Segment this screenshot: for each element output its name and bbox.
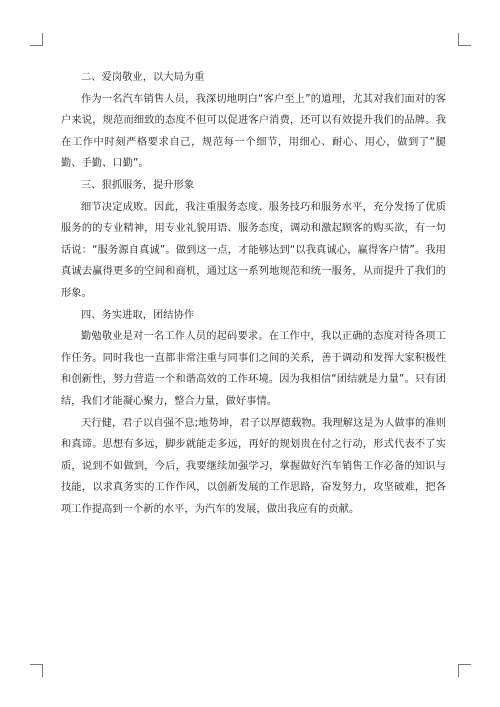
- crop-mark-bottom-right: [458, 664, 471, 677]
- body-paragraph: 勤勉敬业是对一名工作人员的起码要求。在工作中，我以正确的态度对待各项工作任务。同时我也一直都非常注重与同事们之间的关系，善于调动和发挥大家积极性和创新性，努力营造一个和谐高效的工作环境。因为我相信“团结就是力量”。只有团结，我们才能凝心聚力，整合力量，做好事情。: [61, 331, 446, 407]
- section-heading: 三、狠抓服务，提升形象: [81, 179, 195, 191]
- crop-mark-top-right: [458, 33, 471, 46]
- body-paragraph: 天行健，君子以自强不息;地势坤，君子以厚德载物。我理解这是为人做事的准则和真谛。思想有多远，脚步就能走多远，再好的规划贵在付之行动，形式代表不了实质，说到不如做到，今后，我要继续加强学习，掌握做好汽车销售工作必备的知识与技能，以求真务实的工作作风，以创新发展的工作思路，奋发努力，攻坚破难，把各项工作提高到一个新的水平，为汽车的发展，做出我应有的贡献。: [61, 417, 446, 515]
- crop-mark-bottom-left: [30, 664, 43, 677]
- body-paragraph: 作为一名汽车销售人员，我深切地明白“客户至上”的道理，尤其对我们面对的客户来说，规范而细致的态度不但可以促进客户消费，还可以有效提升我们的品牌。我在工作中时刻严格要求自己，规范每一个细节，用细心、耐心、用心，做到了“腿勤、手勤、口勤”。: [61, 93, 446, 170]
- document-body: [61, 67, 446, 520]
- section-heading: 四、务实进取，团结协作: [81, 309, 195, 321]
- crop-mark-top-left: [30, 33, 43, 46]
- body-paragraph: 细节决定成败。因此，我注重服务态度、服务技巧和服务水平，充分发扬了优质服务的的专业精神，用专业礼貌用语、服务态度，调动和激起顾客的购买欲，有一句话说：“服务源自真诚”。做到这一点，才能够达到“以我真诚心，赢得客户情”。我用真诚去赢得更多的空间和商机，通过这一系列地规范和统一服务，从而提升了我们的形象。: [61, 201, 446, 299]
- section-heading: 二、爱岗敬业，以大局为重: [81, 72, 205, 83]
